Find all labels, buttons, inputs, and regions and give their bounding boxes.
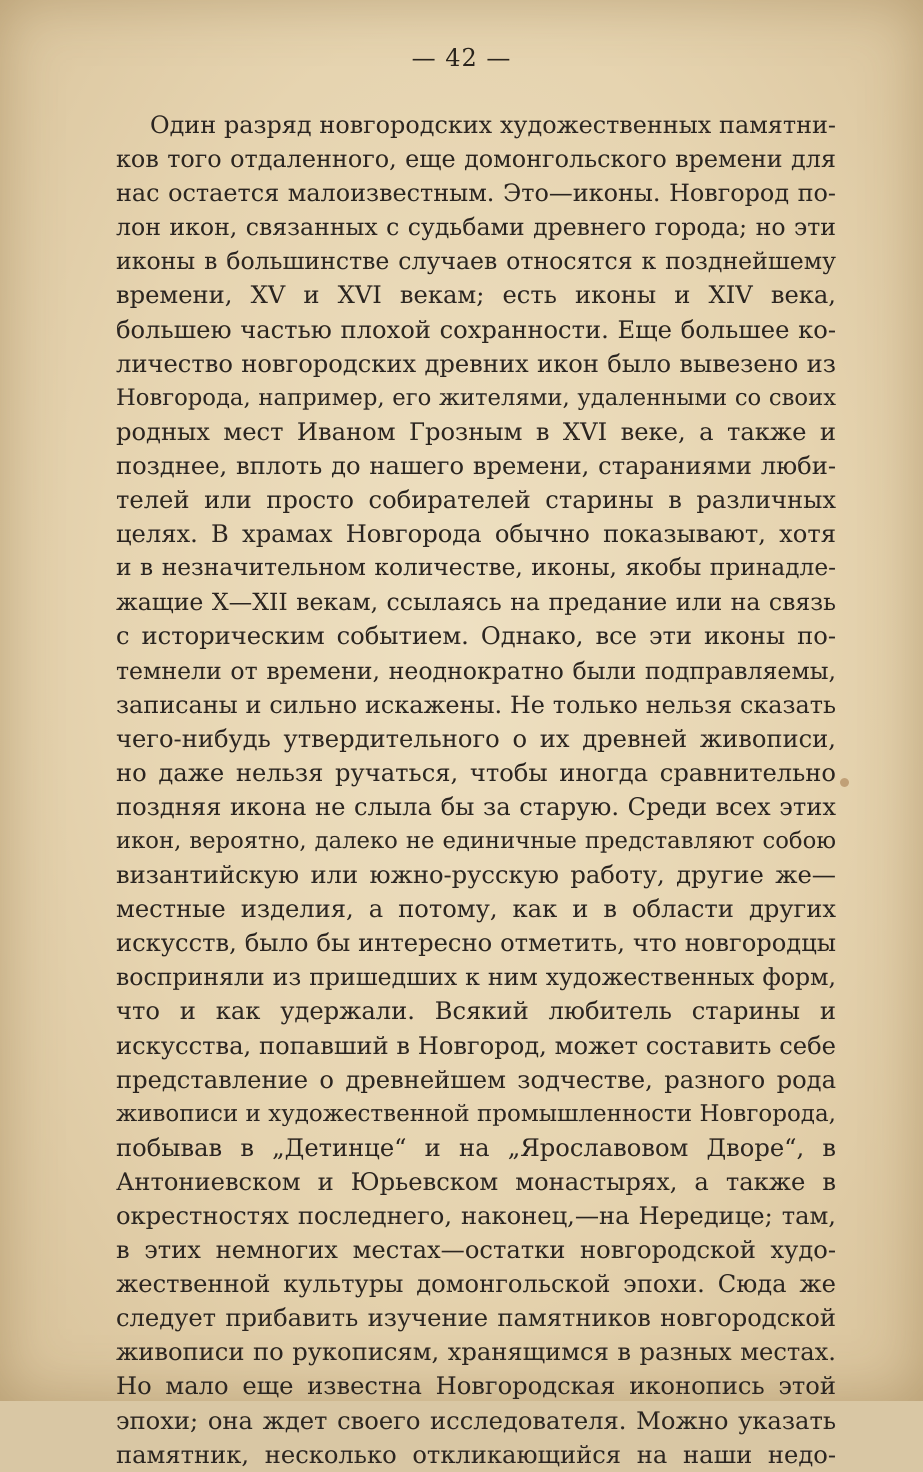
text-line: восприняли из пришедших к ним художественных форм, [116,963,836,992]
text-line: в этих немногих местах—остатки новгородской худо- [116,1236,836,1265]
text-line: телей или просто собирателей старины в различных [116,486,836,515]
text-line: ков того отдаленного, еще домонгольского времени для [116,145,836,174]
text-line: чего-нибудь утвердительного о их древней живописи, [116,724,836,753]
text-line: византийскую или южно-русскую работу, другие же— [116,861,836,890]
text-line: с историческим событием. Однако, все эти иконы по- [116,622,836,651]
text-line: живописи по рукописям, хранящимся в разных местах. [116,1338,836,1367]
text-line: иконы в большинстве случаев относятся к позднейшему [116,247,836,276]
text-line: большею частью плохой сохранности. Еще большее ко- [116,315,836,344]
text-line: следует прибавить изучение памятников новгородской [116,1304,836,1333]
text-line: поздняя икона не слыла бы за старую. Среди всех этих [116,792,836,821]
text-line: Но мало еще известна Новгородская иконопись этой [116,1372,836,1401]
text-line: живописи и художественной промышленности Новгорода, [116,1100,836,1127]
text-line: икон, вероятно, далеко не единичные представляют собою [116,827,836,854]
text-line: окрестностях последнего, наконец,—на Нередице; там, [116,1202,836,1230]
text-line: целях. В храмах Новгорода обычно показывают, хотя [116,520,836,549]
text-line: личество новгородских древних икон было вывезено из [116,349,836,378]
text-line: лон икон, связанных с судьбами древнего города; но эти [116,213,836,242]
body-text [116,108,836,1472]
text-line: и в незначительном количестве, иконы, якобы принадле- [116,554,836,582]
text-line: искусства, попавший в Новгород, может составить себе [116,1031,836,1060]
text-line: представление о древнейшем зодчестве, разного рода [116,1065,836,1094]
text-line: позднее, вплоть до нашего времени, стараниями люби- [116,451,836,480]
text-line: родных мест Иваном Грозным в XVI веке, а также и [116,417,836,446]
text-line: эпохи; она ждет своего исследователя. Можно указать [116,1406,836,1435]
text-line: жащие X—XII векам, ссылаясь на предание или на связь [116,588,836,617]
text-line: побывав в „Детинце“ и на „Ярославовом Дворе“, в [116,1133,836,1162]
text-line: памятник, несколько откликающийся на наши недо- [116,1440,836,1469]
text-line: что и как удержали. Всякий любитель старины и [116,997,836,1026]
text-line: темнели от времени, неоднократно были подправляемы, [116,656,836,685]
text-line: жественной культуры домонгольской эпохи. Сюда же [116,1270,836,1299]
text-line: искусств, было бы интересно отметить, что новгородцы [116,929,836,958]
paper-blemish [840,778,849,787]
text-line: времени, XV и XVI векам; есть иконы и XIV века, [116,281,836,310]
page-number: — 42 — [411,44,512,72]
text-line: нас остается малоизвестным. Это—иконы. Новгород по- [116,179,836,208]
text-line: Один разряд новгородских художественных памятни- [150,111,836,139]
text-line: Новгорода, например, его жителями, удаленными со своих [116,384,836,411]
text-line: Антониевском и Юрьевском монастырях, а также в [116,1167,836,1196]
text-line: записаны и сильно искажены. Не только нельзя сказать [116,690,836,719]
text-line: но даже нельзя ручаться, чтобы иногда сравнительно [116,758,836,787]
text-line: местные изделия, а потому, как и в области других [116,895,836,924]
